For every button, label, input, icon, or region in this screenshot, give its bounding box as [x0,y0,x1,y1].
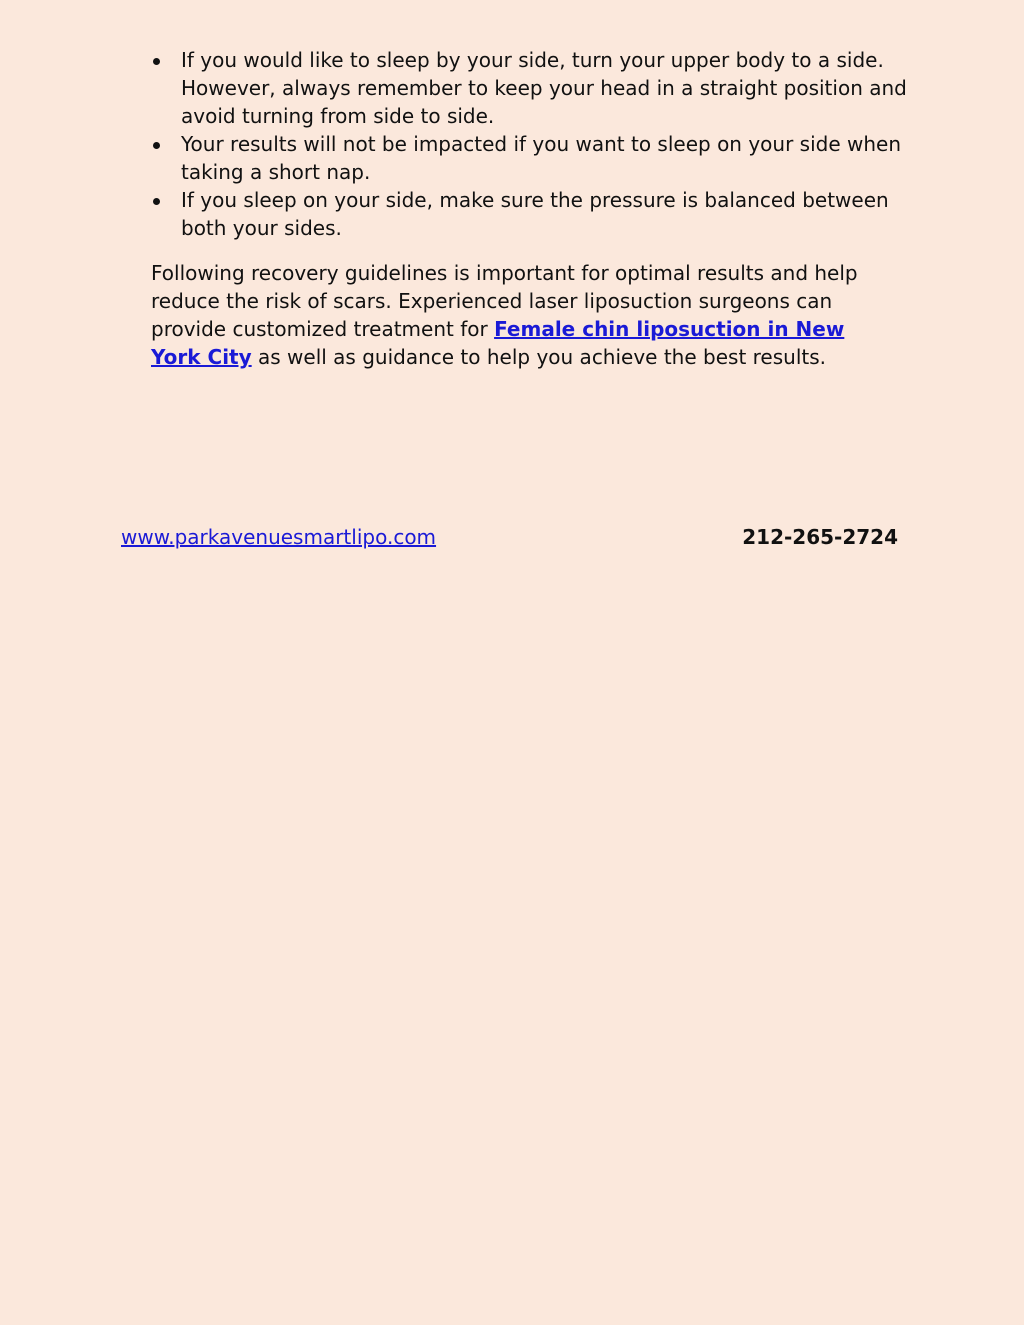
bullet-list [151,46,911,242]
list-item [151,186,911,242]
list-item-text: If you would like to sleep by your side, turn your upper body to a side. However, always remember to keep your head in a straight position and avoid turning from side to side. [181,48,907,128]
list-item-text: If you sleep on your side, make sure the pressure is balanced between both your sides. [181,188,889,240]
bullet-icon [153,198,160,205]
list-item [151,130,911,186]
phone-number: 212-265-2724 [742,525,898,549]
paragraph-text-before: Following recovery guidelines is important for optimal results and help reduce the risk of scars. Experienced laser liposuction surgeons can provide customized treatment for [151,261,858,341]
body-paragraph [151,259,896,371]
list-item [151,46,911,130]
website-link[interactable]: www.parkavenuesmartlipo.com [121,525,437,549]
bullet-icon [153,58,160,65]
chin-liposuction-link[interactable]: Female chin liposuction in New York City [151,317,845,369]
bullet-icon [153,142,160,149]
list-item-text: Your results will not be impacted if you want to sleep on your side when taking a short nap. [181,132,902,184]
paragraph-text-after: as well as guidance to help you achieve the best results. [251,345,827,369]
